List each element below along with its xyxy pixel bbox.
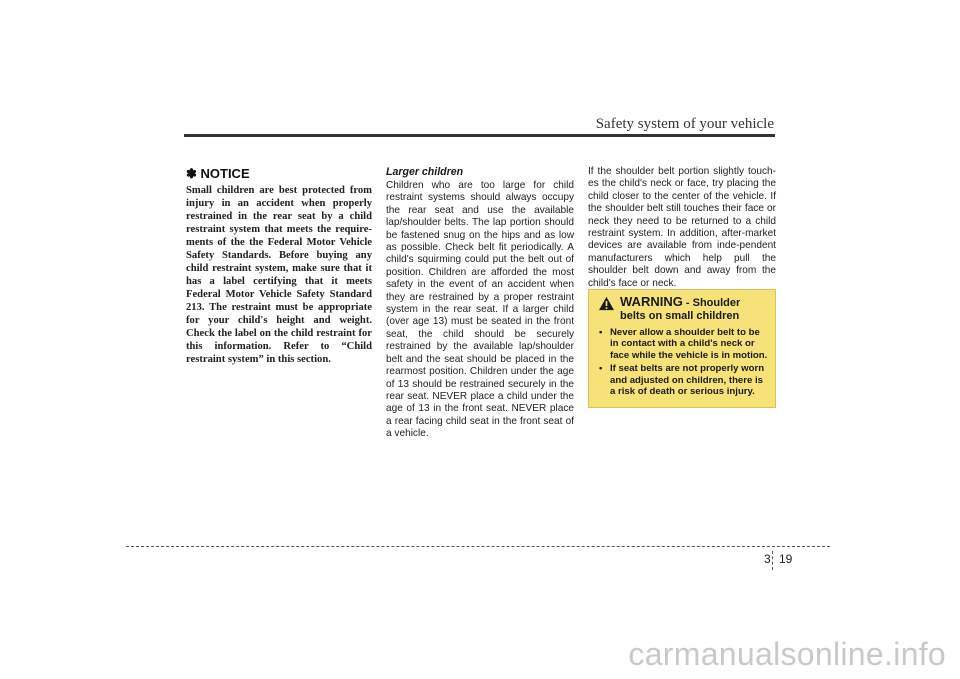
warning-title	[598, 295, 768, 323]
warning-subtitle: - Shoulder belts on small children	[620, 297, 741, 322]
warning-box	[588, 289, 776, 408]
warning-item: • Never allow a shoulder belt to be in contact with a child's neck or face while the vehicle is in motion.	[598, 327, 768, 361]
page-header-title: Safety system of your vehicle	[595, 116, 774, 132]
warning-list	[598, 327, 768, 397]
chapter-number: 3	[764, 552, 771, 566]
watermark: carmanualsonline.info	[628, 636, 946, 672]
notice-body: Small children are best protected from injury in an accident when properly restrained in the rear seat by a child restraint system that meets the require-ments of the the Federal Motor Vehicle Safety Standards. Before buying any child restraint system, make sure that it has a label certifying that it meets Federal Motor Vehicle Safety Standard 213. The restraint must be appropriate for your child's height and weight. Check the label on the child restraint for this information. Refer to “Child restraint system” in this section.	[186, 185, 372, 365]
larger-children-column	[386, 166, 574, 441]
header-rule	[184, 134, 775, 137]
warning-item: • If seat belts are not properly worn and adjusted on children, there is a risk of death or serious injury.	[598, 363, 768, 397]
shoulder-belt-column	[588, 166, 776, 290]
shoulder-belt-body: If the shoulder belt portion slightly touch-es the child's neck or face, try placing the child closer to the center of the vehicle. If the shoulder belt still touches their face or neck they need to be returned to a child restraint system. In addition, after-market devices are available from inde-pendent manufacturers which help pull the shoulder belt down and away from the child's face or neck.	[588, 166, 776, 289]
footer-rule	[126, 546, 830, 547]
larger-children-body: Children who are too large for child restraint systems should always occupy the rear seat and use the available lap/shoulder belts. The lap portion should be fastened snug on the hips and as low as possible. Check belt fit periodically. A child's squirming could put the belt out of position. Children are afforded the most safety in the event of an accident when they are restrained by a proper restraint system in the rear seat. If a larger child (over age 13) must be seated in the front seat, the child should be securely restrained by the available lap/shoulder belt and the seat should be placed in the rearmost position. Children under the age of 13 should be restrained securely in the rear seat. NEVER place a child under the age of 13 in the front seat. NEVER place a rear facing child seat in the front seat of a vehicle.	[386, 180, 574, 440]
warning-word: WARNING	[620, 294, 683, 309]
warning-triangle-icon	[598, 296, 615, 311]
page-number-separator	[772, 551, 773, 570]
larger-children-heading: Larger children	[386, 166, 464, 178]
notice-column	[186, 166, 372, 366]
notice-heading: ✽ NOTICE	[186, 166, 250, 181]
page-number: 19	[779, 552, 793, 566]
